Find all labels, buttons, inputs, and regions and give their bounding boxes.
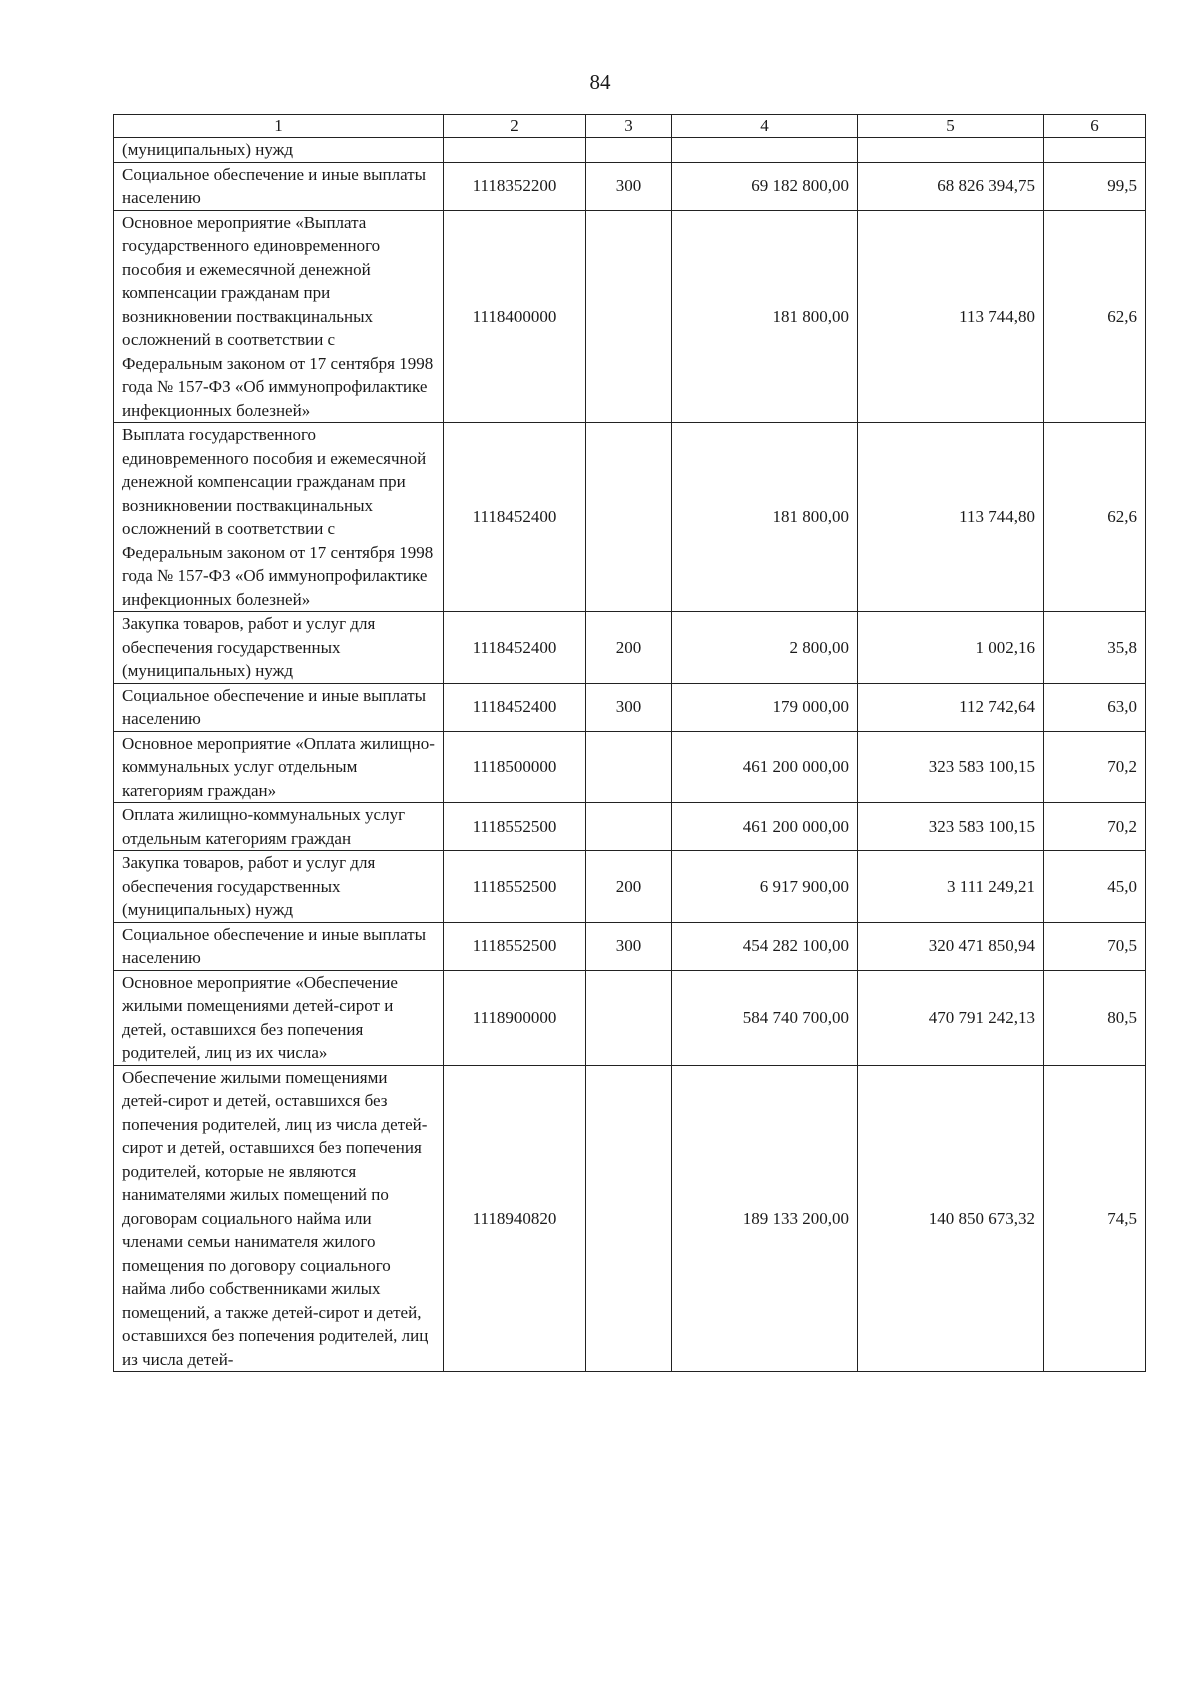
row-fact-amount-cell: 3 111 249,21 — [858, 851, 1044, 923]
row-percent-cell: 70,5 — [1044, 922, 1146, 970]
table-row — [114, 1065, 1146, 1372]
row-code-cell: 1118500000 — [444, 731, 586, 803]
row-expense-type-cell — [586, 423, 672, 612]
row-name-cell: Основное мероприятие «Выплата государственного единовременного пособия и ежемесячной денежной компенсации гражданам при возникновении поствакцинальных осложнений в соответствии с Федеральным законом от 17 сентября 1998 года № 157-ФЗ «Об иммунопрофилактике инфекционных болезней» — [114, 210, 444, 423]
row-plan-amount-cell: 181 800,00 — [672, 210, 858, 423]
row-fact-amount-cell: 112 742,64 — [858, 683, 1044, 731]
row-name-cell: Основное мероприятие «Обеспечение жилыми помещениями детей-сирот и детей, оставшихся без попечения родителей, лиц из их числа» — [114, 970, 444, 1065]
row-plan-amount-cell: 2 800,00 — [672, 612, 858, 684]
row-expense-type-cell — [586, 1065, 672, 1372]
page-number: 84 — [589, 70, 611, 94]
row-expense-type-cell: 200 — [586, 612, 672, 684]
row-percent-cell: 62,6 — [1044, 210, 1146, 423]
row-percent-cell: 63,0 — [1044, 683, 1146, 731]
row-percent-cell: 99,5 — [1044, 162, 1146, 210]
row-plan-amount-cell: 69 182 800,00 — [672, 162, 858, 210]
row-name-cell: Оплата жилищно-коммунальных услуг отдельным категориям граждан — [114, 803, 444, 851]
row-code-cell: 1118552500 — [444, 851, 586, 923]
row-fact-amount-cell: 68 826 394,75 — [858, 162, 1044, 210]
column-header-3: 3 — [586, 115, 672, 138]
row-code-cell: 1118552500 — [444, 803, 586, 851]
row-code-cell: 1118940820 — [444, 1065, 586, 1372]
row-expense-type-cell — [586, 970, 672, 1065]
table-row — [114, 612, 1146, 684]
table-row — [114, 162, 1146, 210]
row-name-cell: Социальное обеспечение и иные выплаты населению — [114, 162, 444, 210]
table-row — [114, 423, 1146, 612]
row-code-cell: 1118452400 — [444, 612, 586, 684]
row-code-cell: 1118400000 — [444, 210, 586, 423]
row-code-cell: 1118452400 — [444, 423, 586, 612]
row-name-cell: Закупка товаров, работ и услуг для обеспечения государственных (муниципальных) нужд — [114, 612, 444, 684]
row-expense-type-cell — [586, 138, 672, 163]
row-plan-amount-cell — [672, 138, 858, 163]
row-name-cell: Обеспечение жилыми помещениями детей-сирот и детей, оставшихся без попечения родителей, лиц из числа детей-сирот и детей, оставшихся без попечения родителей, которые не являются нанимателями жилых помещений по договорам социального найма или членами семьи нанимателя жилого помещения по договору социального найма либо собственниками жилых помещений, а также детей-сирот и детей, оставшихся без попечения родителей, лиц из числа детей- — [114, 1065, 444, 1372]
table-row — [114, 803, 1146, 851]
budget-table — [113, 114, 1146, 1372]
row-expense-type-cell — [586, 210, 672, 423]
row-expense-type-cell — [586, 803, 672, 851]
row-name-cell: Выплата государственного единовременного пособия и ежемесячной денежной компенсации гражданам при возникновении поствакцинальных осложнений в соответствии с Федеральным законом от 17 сентября 1998 года № 157-ФЗ «Об иммунопрофилактике инфекционных болезней» — [114, 423, 444, 612]
row-expense-type-cell: 300 — [586, 922, 672, 970]
row-code-cell: 1118452400 — [444, 683, 586, 731]
row-expense-type-cell: 300 — [586, 683, 672, 731]
column-header-2: 2 — [444, 115, 586, 138]
row-code-cell — [444, 138, 586, 163]
table-header-row — [114, 115, 1146, 138]
table-row — [114, 138, 1146, 163]
table-row — [114, 683, 1146, 731]
column-header-1: 1 — [114, 115, 444, 138]
row-percent-cell: 80,5 — [1044, 970, 1146, 1065]
row-code-cell: 1118352200 — [444, 162, 586, 210]
row-plan-amount-cell: 6 917 900,00 — [672, 851, 858, 923]
row-fact-amount-cell: 113 744,80 — [858, 210, 1044, 423]
table-row — [114, 210, 1146, 423]
row-name-cell: Социальное обеспечение и иные выплаты населению — [114, 922, 444, 970]
column-header-6: 6 — [1044, 115, 1146, 138]
row-fact-amount-cell — [858, 138, 1044, 163]
row-name-cell: Социальное обеспечение и иные выплаты населению — [114, 683, 444, 731]
row-fact-amount-cell: 323 583 100,15 — [858, 731, 1044, 803]
row-plan-amount-cell: 181 800,00 — [672, 423, 858, 612]
row-plan-amount-cell: 461 200 000,00 — [672, 731, 858, 803]
row-name-cell: (муниципальных) нужд — [114, 138, 444, 163]
row-code-cell: 1118552500 — [444, 922, 586, 970]
column-header-4: 4 — [672, 115, 858, 138]
row-percent-cell: 70,2 — [1044, 731, 1146, 803]
row-fact-amount-cell: 320 471 850,94 — [858, 922, 1044, 970]
row-expense-type-cell — [586, 731, 672, 803]
table-row — [114, 970, 1146, 1065]
table-row — [114, 922, 1146, 970]
row-percent-cell: 45,0 — [1044, 851, 1146, 923]
column-header-5: 5 — [858, 115, 1044, 138]
row-percent-cell: 74,5 — [1044, 1065, 1146, 1372]
table-row — [114, 731, 1146, 803]
row-plan-amount-cell: 454 282 100,00 — [672, 922, 858, 970]
row-name-cell: Основное мероприятие «Оплата жилищно-коммунальных услуг отдельным категориям граждан» — [114, 731, 444, 803]
row-expense-type-cell: 200 — [586, 851, 672, 923]
table-row — [114, 851, 1146, 923]
row-fact-amount-cell: 470 791 242,13 — [858, 970, 1044, 1065]
row-percent-cell: 62,6 — [1044, 423, 1146, 612]
row-plan-amount-cell: 189 133 200,00 — [672, 1065, 858, 1372]
row-name-cell: Закупка товаров, работ и услуг для обеспечения государственных (муниципальных) нужд — [114, 851, 444, 923]
row-plan-amount-cell: 179 000,00 — [672, 683, 858, 731]
row-plan-amount-cell: 584 740 700,00 — [672, 970, 858, 1065]
row-code-cell: 1118900000 — [444, 970, 586, 1065]
row-percent-cell: 35,8 — [1044, 612, 1146, 684]
row-fact-amount-cell: 1 002,16 — [858, 612, 1044, 684]
row-fact-amount-cell: 140 850 673,32 — [858, 1065, 1044, 1372]
row-percent-cell: 70,2 — [1044, 803, 1146, 851]
row-fact-amount-cell: 323 583 100,15 — [858, 803, 1044, 851]
row-fact-amount-cell: 113 744,80 — [858, 423, 1044, 612]
row-plan-amount-cell: 461 200 000,00 — [672, 803, 858, 851]
row-percent-cell — [1044, 138, 1146, 163]
row-expense-type-cell: 300 — [586, 162, 672, 210]
